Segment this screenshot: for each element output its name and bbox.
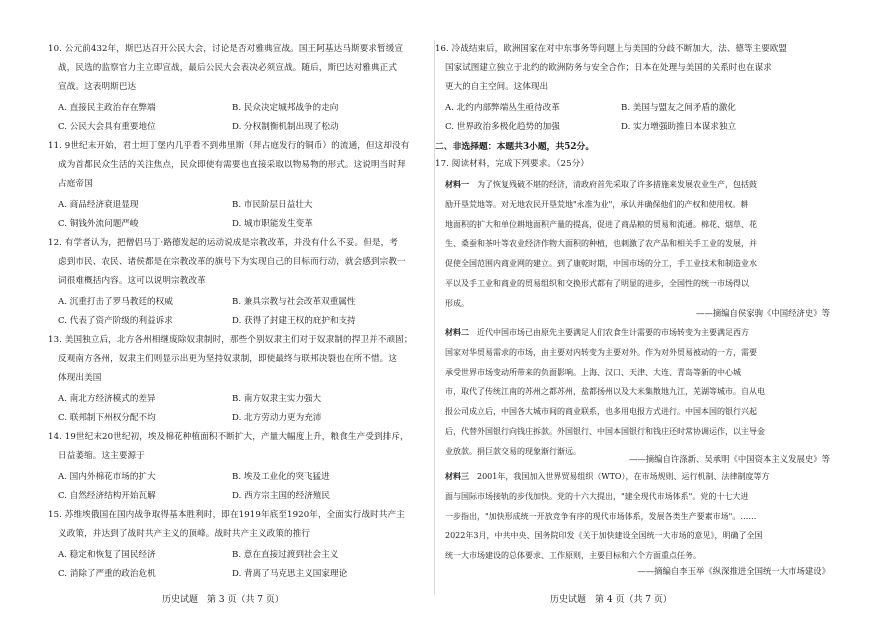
question-10-line: 10. 公元前432年，斯巴达召开公民大会，讨论是否对雅典宣战。国王阿基达马斯要求暂缓宣 (48, 44, 404, 54)
material-1-line: 生、桑蚕和茶叶等农业经济作物大面积的种植，也刺激了农产品和相关手工业的发展，并 (445, 239, 757, 249)
material-1-line: 促使全国范围内商业网的建立。到了康乾时期，中国市场的分工，手工业技术和制造业水 (445, 259, 757, 269)
page-footer: 历史试题 第 4 页（共 7 页） (550, 595, 672, 605)
material-1-source: ——摘编自侯家驹《中国经济史》等 (696, 308, 830, 318)
material-1 (445, 175, 757, 314)
question-16-line: 16. 冷战结束后，欧洲国家在对中东事务等问题上与美国的分歧不断加大，法、德等主要欧盟 (435, 44, 788, 54)
question-10-line: 战，民选的监察官力主立即宣战，最后公民大会表决必须宣战。随后，斯巴达对雅典正式 (58, 63, 398, 73)
material-3-head: 材料三 (445, 471, 469, 481)
question-10 (48, 40, 403, 97)
material-1-line: 为了恢复残破不堪的经济，清政府首先采取了许多措施来发展农业生产，包括鼓 (477, 180, 757, 189)
section-heading: 二、非选择题：本题共3小题，共52分。 (435, 142, 595, 152)
question-12 (48, 234, 406, 291)
question-14-line: 14. 19世纪末20世纪初，埃及棉花种植面积不断扩大，产量大幅度上升，粮食生产受到排斥， (48, 432, 409, 442)
option-a[interactable]: A. 国内外棉花市场的扩大 (58, 472, 156, 482)
option-c[interactable]: C. 联邦制下州权分配不均 (58, 413, 156, 423)
option-d[interactable]: D. 实力增强助推日本谋求独立 (621, 122, 737, 132)
option-a[interactable]: A. 南北方经济模式的差异 (58, 394, 156, 404)
material-3-line: 2022年3月，中共中央、国务院印发《关于加快建设全国统一大市场的意见》，明确了全国 (445, 531, 763, 541)
option-d[interactable]: D. 背离了马克思主义国家理论 (232, 569, 348, 579)
question-13-line: 体现出美国 (58, 373, 102, 383)
material-2-source: ——摘编自许涤新、吴承明《中国资本主义发展史》等 (629, 454, 830, 464)
material-2-line: 业放款。捐巨款交易的现象渐行渐远。 (445, 446, 581, 456)
question-10-line: 宣战。这表明斯巴达 (58, 82, 137, 92)
option-d[interactable]: D. 获得了封建王权的庇护和支持 (232, 316, 356, 326)
option-d[interactable]: D. 城市职能发生变革 (232, 219, 313, 229)
option-b[interactable]: B. 埃及工业化的突飞猛进 (232, 472, 330, 482)
option-d[interactable]: D. 北方劳动力更为充沛 (232, 413, 322, 423)
option-b[interactable]: B. 美国与盟友之间矛盾的激化 (621, 103, 736, 113)
material-2-line: 承受世界市场变动所带来的负面影响。上海、汉口、天津、大连、青岛等新的中心城 (445, 367, 741, 377)
question-11-line: 11. 9世纪末开始，君士坦丁堡内几乎看不到弗里斯（拜占庭发行的铜币）的流通，但这却没有 (48, 141, 410, 151)
option-c[interactable]: C. 代表了资产阶级的利益诉求 (58, 316, 173, 326)
question-16 (435, 40, 787, 97)
question-13 (48, 331, 413, 388)
question-11-line: 占庭帝国 (58, 179, 93, 189)
material-2-line: 市，取代了传统江南的苏州之都苏州，盐都扬州以及大米集散地九江，芜湖等城市。自从电 (445, 387, 765, 397)
material-1-line: 地面积的扩大和单位耕地面积产量的提高，促进了商品粮的贸易和流通。棉花、烟草、花 (445, 219, 757, 229)
option-b[interactable]: B. 南方奴隶主实力强大 (232, 394, 322, 404)
material-3-line: 2001年，我国加入世界贸易组织（WTO），在市场规则、运行机制、法律制度等方 (477, 472, 770, 481)
question-17-title-text: 17. 阅读材料，完成下列要求。（25分） (435, 159, 590, 169)
question-15-line: 义政策，并达到了战时共产主义的顶峰。战时共产主义政策的推行 (58, 529, 311, 539)
material-2-line: 后，代替外国银行向钱庄拆款。外国银行、中国本国银行和钱庄还时常协调运作，以主导金 (445, 426, 765, 436)
option-c[interactable]: C. 世界政治多极化趋势的加强 (445, 122, 560, 132)
option-b[interactable]: B. 民众决定城邦战争的走向 (232, 103, 339, 113)
material-3 (445, 467, 769, 566)
question-12-line: 词很难概括内容。这可以说明宗教改革 (58, 276, 206, 286)
material-3-source: ——摘编自李玉举《纵深推进全国统一大市场建设》 (637, 566, 830, 576)
material-2 (445, 323, 765, 462)
option-a[interactable]: A. 北约内部弊端丛生亟待改革 (445, 103, 560, 113)
option-a[interactable]: A. 商品经济衰退显现 (58, 200, 139, 210)
option-c[interactable]: C. 自然经济结构开始瓦解 (58, 491, 156, 501)
question-15 (48, 506, 405, 544)
question-14-line: 日益萎缩。这主要源于 (58, 451, 145, 461)
question-14 (48, 428, 409, 466)
question-16-line: 更大的自主空间。这体现出 (445, 82, 549, 92)
option-b[interactable]: B. 兼具宗教与社会改革双重属性 (232, 297, 356, 307)
question-15-line: 15. 苏维埃俄国在国内战争取得基本胜利时，即在1919年底至1920年，全面实行战时共产主 (48, 510, 405, 520)
question-12-line: 虑到市民、农民、诸侯都是在宗教改革的旗号下为实现自己的目标而行动，就会感到宗教一 (58, 257, 406, 267)
question-13-line: 13. 美国独立后，北方各州相继废除奴隶制时，那些个别奴隶主们对于奴隶制的捍卫并不顽固； (48, 335, 413, 345)
option-c[interactable]: C. 消除了严重的政治危机 (58, 569, 156, 579)
question-13-line: 反观南方各州，奴隶主们则显示出更为坚持奴隶制，即使最终与联邦决裂也在所不惜。这 (58, 354, 398, 364)
material-2-line: 国家对华贸易需求的市场，由主要对内转变为主要对外。作为对外贸易被动的一方，需要 (445, 347, 757, 357)
question-11-line: 成为首都民众生活的关注焦点，民众即使有需要也直接采取以物易物的形式。这说明当时拜 (58, 160, 406, 170)
question-17-title (435, 155, 589, 174)
question-16-line: 国家试图建立独立于北约的欧洲防务与安全合作；日本在处理与美国的关系时也在谋求 (445, 63, 772, 73)
material-2-line: 近代中国市场已由原先主要满足人们农食生计需要的市场转变为主要满足西方 (477, 328, 749, 337)
option-c[interactable]: C. 公民大会具有重要地位 (58, 122, 156, 132)
question-11 (48, 137, 409, 194)
option-d[interactable]: D. 西方宗主国的经济殖民 (232, 491, 330, 501)
option-a[interactable]: A. 稳定和恢复了国民经济 (58, 550, 156, 560)
option-b[interactable]: B. 意在直接过渡到社会主义 (232, 550, 339, 560)
material-1-line: 励开垦荒地等。对无地农民开垦荒地"永准为业"，承认并确保他们的产权和使用权。耕 (445, 199, 749, 209)
option-b[interactable]: B. 市民阶层日益壮大 (232, 200, 313, 210)
question-12-line: 12. 有学者认为，把僧侣马丁·路德发起的运动说成是宗教改革，并没有什么不妥。但是，考 (48, 238, 398, 248)
material-1-line: 平以及手工业和商业的贸易组织和交换形式都有了明显的进步，全国性的统一市场得以 (445, 278, 749, 288)
option-c[interactable]: C. 铜钱外流问题严峻 (58, 219, 139, 229)
option-a[interactable]: A. 直接民主政治存在弊端 (58, 103, 156, 113)
material-3-line: 面与国际市场接轨的步伐加快。党的十六大提出，"建全现代市场体系"。党的十七大进 (445, 491, 749, 501)
material-3-line: 统一大市场建设的总体要求、工作原则，主要目标和六个方面重点任务。 (445, 551, 701, 561)
page-footer: 历史试题 第 3 页（共 7 页） (162, 595, 284, 605)
right-page (435, 0, 870, 630)
material-2-line: 报公司成立后，中国各大城市间的商业联系，也多用电报方式进行。中国本国的银行兴起 (445, 407, 757, 417)
option-d[interactable]: D. 分权制衡机制出现了松动 (232, 122, 339, 132)
material-2-head: 材料二 (445, 327, 469, 337)
option-a[interactable]: A. 沉重打击了罗马教廷的权威 (58, 297, 173, 307)
material-1-line: 形成。 (445, 298, 469, 308)
material-1-head: 材料一 (445, 179, 469, 189)
material-3-line: 一步指出，"加快形成统一开放竞争有序的现代市场体系，发展各类生产要素市场"。…… (445, 511, 757, 521)
